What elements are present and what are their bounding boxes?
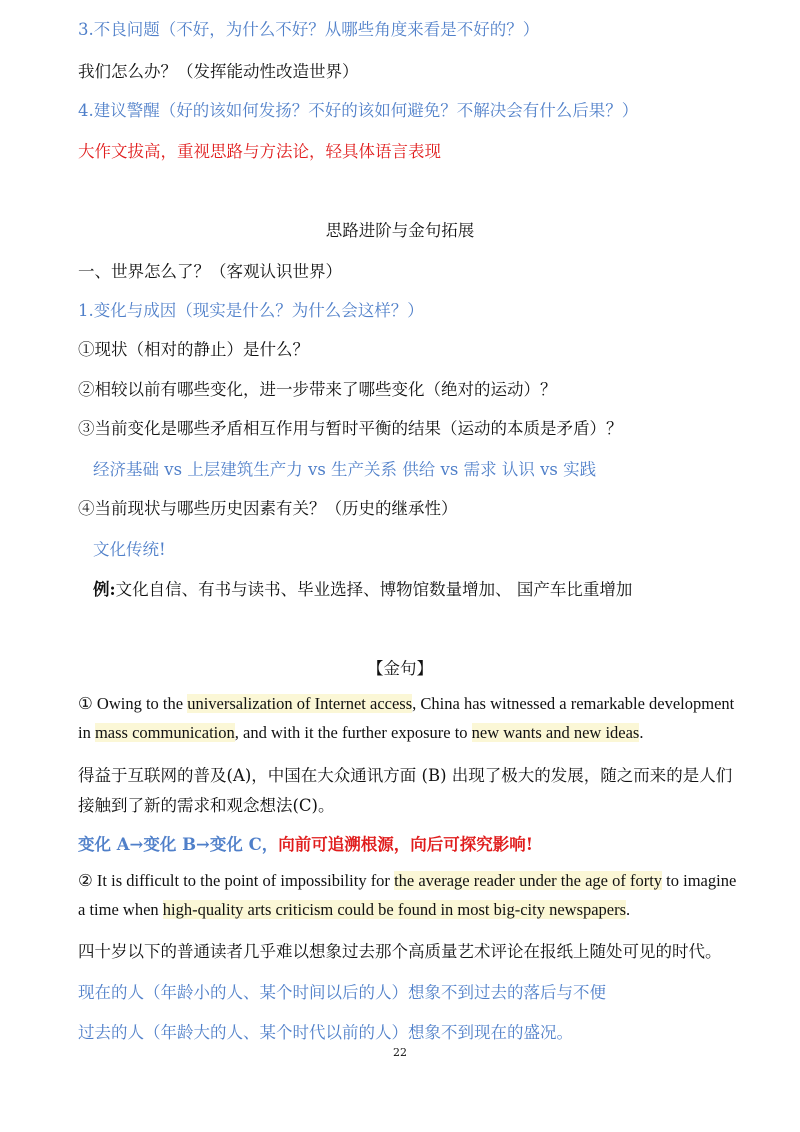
s2-text-3: a time when: [78, 900, 163, 919]
question-1: ①现状（相对的静止）是什么？: [78, 340, 309, 359]
section-title-thinking: 思路进阶与金句拓展: [325, 221, 475, 240]
s1-text-4: , and with it the further exposure to: [234, 723, 472, 742]
s1-text-3: in: [78, 723, 95, 742]
sentence-1-line-1: [78, 694, 734, 714]
sentence-2-line-2: [78, 900, 630, 920]
s1-analysis: [78, 831, 533, 855]
s1-highlight-1: universalization of Internet access: [187, 694, 413, 713]
essay-tip: 大作文拔高，重视思路与方法论，轻具体语言表现: [78, 142, 441, 161]
s1-analysis-note: 向前可追溯根源，向后可探究影响!: [278, 835, 534, 854]
s2-highlight-1: the average reader under the age of forty: [394, 871, 663, 890]
s1-translation-line-1: 得益于互联网的普及(A)，中国在大众通讯方面 (B) 出现了极大的发展，随之而来的是人们: [78, 766, 733, 785]
s1-text-5: .: [639, 723, 644, 742]
s1-text-1: ① Owing to the: [78, 694, 188, 713]
question-2: ②相较以前有哪些变化，进一步带来了哪些变化（绝对的运动）？: [78, 380, 557, 399]
contradiction-pairs: 经济基础 vs 上层建筑生产力 vs 生产关系 供给 vs 需求 认识 vs 实践: [93, 460, 597, 479]
s2-text-4: .: [626, 900, 631, 919]
question-4: ④当前现状与哪些历史因素有关？（历史的继承性）: [78, 499, 458, 518]
s2-highlight-2: high-quality arts criticism could be found in most big-city newspapers: [162, 900, 627, 919]
s1-highlight-3: new wants and new ideas: [471, 723, 640, 742]
example-label: 例:: [93, 580, 116, 599]
sentence-2-line-1: [78, 871, 736, 891]
s2-text-1: ② It is difficult to the point of impossibility for: [78, 871, 395, 890]
sentence-1-line-2: [78, 723, 643, 743]
example-text: 文化自信、有书与读书、毕业选择、博物馆数量增加、 国产车比重增加: [115, 580, 633, 599]
page-number: 22: [393, 1046, 407, 1059]
sub-heading-change: 1.变化与成因（现实是什么？为什么会这样？）: [78, 301, 424, 320]
s2-text-2: to imagine: [662, 871, 737, 890]
s2-translation: 四十岁以下的普通读者几乎难以想象过去那个高质量艺术评论在报纸上随处可见的时代。: [78, 942, 722, 961]
s2-note-2: 过去的人（年龄大的人、某个时代以前的人）想象不到现在的盛况。: [78, 1023, 573, 1042]
s1-analysis-chain: 变化 A→变化 B→变化 C，: [78, 835, 279, 854]
item-4-suggestion: 4.建议警醒（好的该如何发扬？不好的该如何避免？不解决会有什么后果？）: [78, 101, 639, 120]
s1-translation-line-2: 接触到了新的需求和观念想法(C)。: [78, 796, 335, 815]
example-line: [93, 576, 632, 600]
s1-highlight-2: mass communication: [94, 723, 235, 742]
s1-text-2: , China has witnessed a remarkable development: [412, 694, 735, 713]
heading-world: 一、世界怎么了？（客观认识世界）: [78, 262, 342, 281]
s2-note-1: 现在的人（年龄小的人、某个时间以后的人）想象不到过去的落后与不便: [78, 983, 606, 1002]
section-title-golden: 【金句】: [367, 659, 433, 678]
item-3-bad-problem: 3.不良问题（不好，为什么不好？从哪些角度来看是不好的？）: [78, 20, 540, 39]
question-3: ③当前变化是哪些矛盾相互作用与暂时平衡的结果（运动的本质是矛盾）？: [78, 419, 623, 438]
culture-tradition: 文化传统!: [93, 540, 166, 559]
what-to-do-line: 我们怎么办？（发挥能动性改造世界）: [78, 62, 359, 81]
